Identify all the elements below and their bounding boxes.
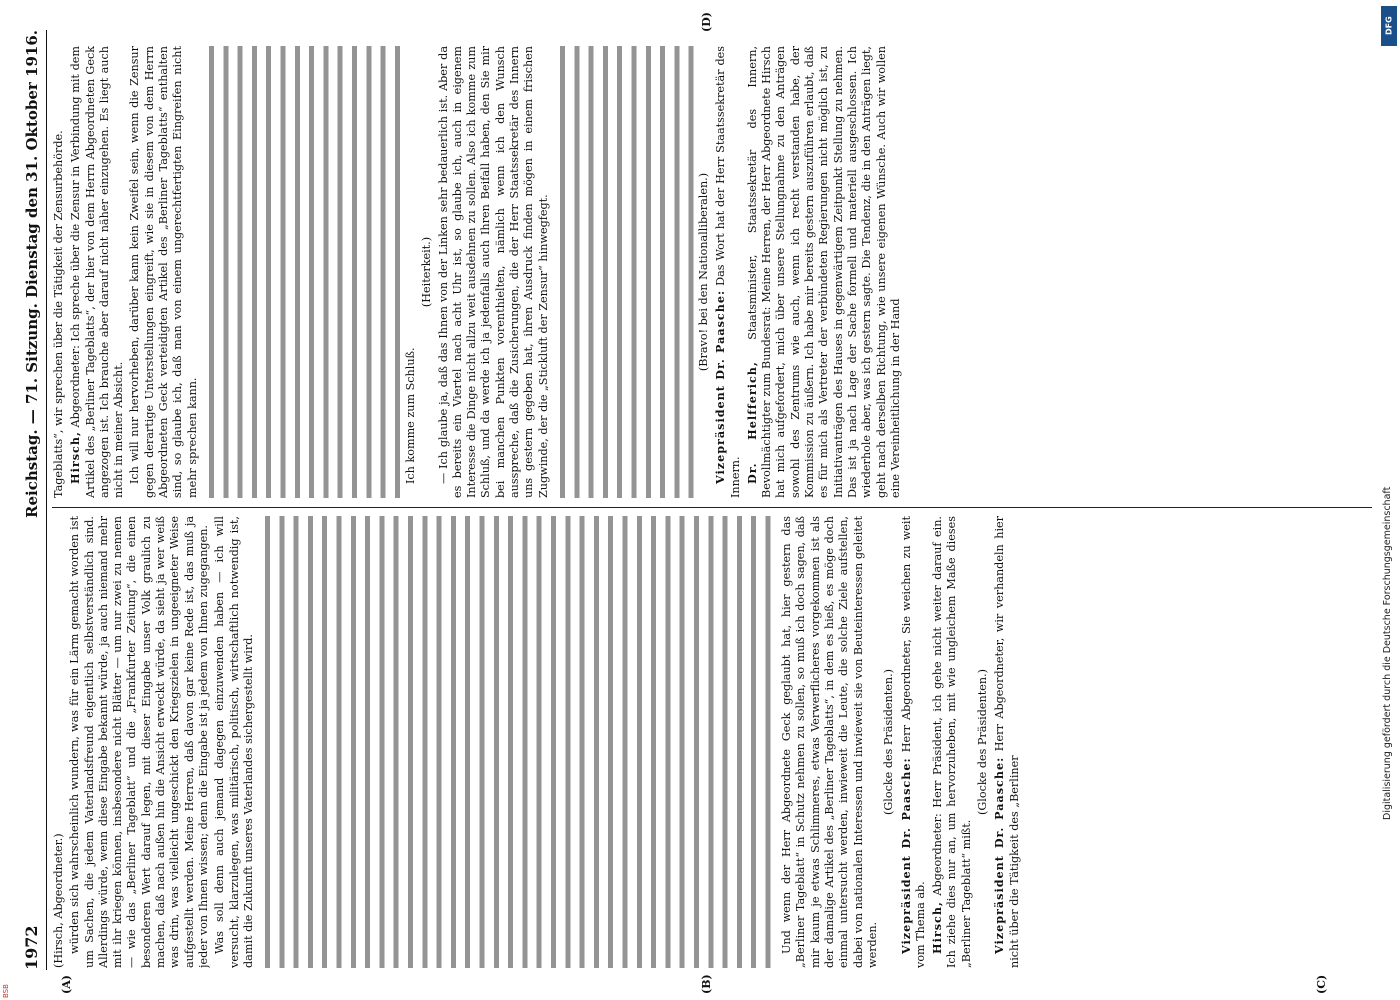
right-column	[52, 46, 1372, 498]
speaker-name: Hirsch,	[68, 431, 83, 484]
margin-mark-a: (A)	[60, 975, 73, 994]
speech-text: Das Wort hat der Herr Staatssekretär des Innern.	[714, 46, 742, 498]
margin-mark-b: (B)	[700, 974, 713, 994]
paragraph: würden sich wahrscheinlich wundern, was für ein Lärm gemacht worden ist um Sachen, die jedem Vaterlandsfreund eigentlich selbstverständlich sind. Allerdings würde, wenn diese Eingabe bekannt würde, ja auch niemand mehr mit ihr kriegen können, insbesondere nicht Blätter — um nur zwei zu nennen — wie das „Berliner Tageblatt“ und die „Frankfurter Zeitung“, die einen besonderen Wert darauf legen, mit dieser Eingabe unser Volk graulich zu machen, daß nach außen hin die Ansicht erweckt würde, da sieht ja wer weiß was drin, was vielleicht ungeschickt den Kriegszielen in ungeeigneter Weise aufgestellt werden. Meine Herren, daß davon gar keine Rede ist, das muß ja jeder von Ihnen wissen; denn die Eingabe ist ja jedem von Ihnen zugegangen.	[68, 516, 210, 968]
speech-text: Herr Abgeordneter, Sie weichen zu weit vom Thema ab.	[899, 516, 927, 968]
paragraph: — Ich glaube ja, daß das Ihnen von der Linken sehr bedauerlich ist. Aber da es bereits ein Viertel nach acht Uhr ist, so glaube ich, auch in eigenem Interesse die Dinge nicht allzu weit ausdehnen zu sollen. Also ich komme zum Schluß, und da werde ich ja jedenfalls auch Ihren Beifall haben, den Sie mir bei manchen Punkten vorenthielten, nämlich wenn ich den Wunsch ausspreche, daß die Zusicherungen, die der Herr Staatssekretär des Innern uns gestern gegeben hat, ihren Ausdruck finden mögen in einem frischen Zugwinde, der die „Stickluft der Zensur“ hinwegfegt.	[436, 46, 550, 498]
left-column	[52, 516, 1372, 968]
stage-direction: (Glocke des Präsidenten.)	[882, 669, 896, 816]
paragraph: Und wenn der Herr Abgeordnete Geck geglaubt hat, hier gestern das „Berliner Tageblatt“ in Schutz nehmen zu sollen, so muß ich doch sagen, daß mir kaum je etwas Schlimmeres, etwas Verwerflicheres vorgekommen ist als der damalige Artikel des „Berliner Tageblatts“, in dem es hieß, es möge doch einmal untersucht werden, inwieweit die Leute, die solche Ziele aufstellen, dabei von nationalen Interessen und inwieweit sie von Beuteinteressen geleitet werden.	[780, 516, 879, 968]
paragraph: Tageblatts“, wir sprechen über die Tätigkeit der Zensurbehörde.	[52, 130, 65, 498]
speech-text: Herr Abgeordneter, wir verhandeln hier nicht über die Tätigkeit des „Berliner	[993, 516, 1021, 968]
header-title: Reichstag. — 71. Sitzung. Dienstag den 31. Oktober 1916.	[23, 30, 41, 518]
speech-text: Staatsminister, Staatssekretär des Innern, Bevollmächtigter zum Bundesrat: Meine Herren, der Herr Abgeordnete Hirsch hat mich aufgefordert, mich über unsere Stellungnahme zu den Anträgen sowohl des Zentrums wie auch, wenn ich recht verstanden habe, der Kommission zu äußern. Ich habe mir bereits gestern auszuführen erlaubt, daß es für mich als Vertreter der verbündeten Regierungen nicht möglich ist, zu Initiativanträgen des Hauses in gegenwärtigem Zeitpunkt Stellung zu nehmen. Das ist ja nach Lage der Sache formell und materiell ausgeschlossen. Ich wiederhole aber, was ich gestern sagte. Die Tendenz, die in den Anträgen liegt, geht nach derselben Richtung, wie unsere eigenen Wünsche. Auch wir wollen eine Vereinheitlichung in der Hand	[745, 46, 902, 498]
margin-mark-d: (D)	[700, 12, 713, 32]
speaker-name: Dr. Helfferich,	[744, 361, 759, 484]
stage-direction: (Heiterkeit.)	[420, 236, 434, 308]
digitization-note	[1378, 120, 1398, 820]
dfg-logo: DFG	[1381, 6, 1397, 46]
speaker-tag: (Hirsch, Abgeordneter.)	[52, 833, 65, 968]
paragraph: Ich will nur hervorheben, darüber kann kein Zweifel sein, wenn die Zensur gegen derartige Unterstellungen eingreift, wie sie in diesem von dem Herrn Abgeordneten Geck verteidigten Artikel des „Berliner Tageblatts“ enthalten sind, so glaube ich, daß man von einem ungerechtfertigten Eingreifen nicht mehr sprechen kann.	[128, 46, 199, 498]
speaker-name: Vizepräsident Dr. Paasche:	[898, 757, 913, 954]
library-mark: BSB	[2, 984, 10, 998]
text-lines	[204, 46, 404, 498]
paragraph: Was soll denn auch jemand dagegen einzuwenden haben — ich will versucht, klarzulegen, was militärisch, politisch, wirtschaftlich notwendig ist, damit die Zukunft unseres Vaterlandes sichergestellt wird.	[213, 516, 255, 968]
digitization-note-text: Digitalisierung gefördert durch die Deutsche Forschungsgemeinschaft	[1382, 486, 1393, 820]
text-lines	[260, 516, 780, 968]
speaker-name: Vizepräsident Dr. Paasche:	[992, 756, 1007, 954]
margin-mark-c: (C)	[1315, 974, 1328, 994]
page-number: 1972	[22, 925, 41, 970]
stage-direction: (Glocke des Präsidenten.)	[976, 669, 990, 816]
text-lines	[555, 46, 695, 498]
paragraph: Ich komme zum Schluß.	[403, 347, 417, 484]
stage-direction: (Bravo! bei den Nationalliberalen.)	[696, 172, 710, 372]
speaker-name: Vizepräsident Dr. Paasche:	[713, 289, 728, 484]
speaker-name: Hirsch,	[930, 901, 945, 954]
page-header	[22, 30, 47, 970]
speech-text: Abgeordneter: Ich spreche über die Zensur in Verbindung mit dem Artikel des „Berliner Tageblatts“, der hier von dem Herrn Abgeordneten Geck angezogen ist. Ich brauche aber darauf nicht näher einzugehen. Es liegt auch nicht in meiner Absicht.	[69, 46, 126, 498]
speech-text: Abgeordneter: Herr Präsident, ich gehe nicht weiter darauf ein. Ich ziehe dies nur an, um hervorzuheben, mit wie ungleichem Maße dieses „Berliner Tageblatt“ mißt.	[931, 516, 973, 968]
column-divider	[52, 507, 1372, 508]
